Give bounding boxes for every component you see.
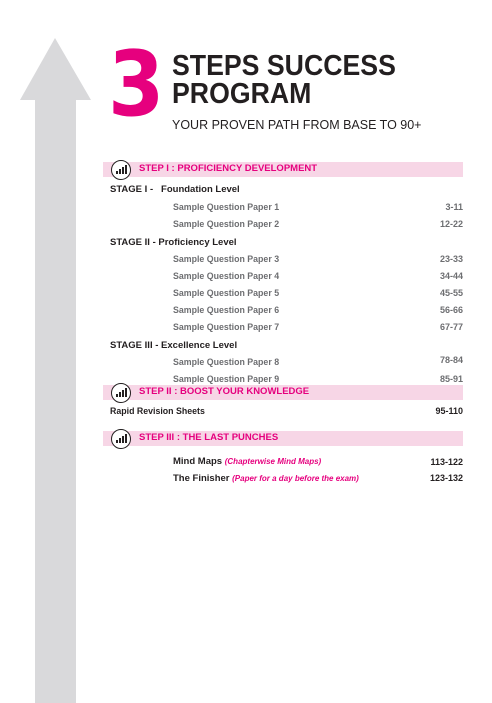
page-range: 12-22 bbox=[439, 219, 463, 229]
page-range: 23-33 bbox=[439, 254, 463, 264]
page-range: 67-77 bbox=[439, 322, 463, 332]
list-item: Sample Question Paper 4 bbox=[173, 271, 280, 281]
page-range: 123-132 bbox=[429, 473, 463, 483]
list-item: Sample Question Paper 8 bbox=[173, 357, 280, 367]
list-item: Sample Question Paper 5 bbox=[173, 288, 280, 298]
upward-arrow-graphic bbox=[0, 0, 110, 703]
list-item: Sample Question Paper 9 bbox=[173, 374, 280, 384]
page-range: 3-11 bbox=[445, 202, 463, 212]
page-range: 113-122 bbox=[430, 457, 463, 467]
signal-bars-icon bbox=[111, 383, 131, 403]
list-item: Sample Question Paper 3 bbox=[173, 254, 280, 264]
list-item: Sample Question Paper 6 bbox=[173, 305, 280, 315]
page-range: 45-55 bbox=[439, 288, 463, 298]
list-item: Sample Question Paper 2 bbox=[173, 219, 280, 229]
step-2-label: STEP II : BOOST YOUR KNOWLEDGE bbox=[139, 386, 310, 397]
page-title: STEPS SUCCESS PROGRAM bbox=[172, 50, 396, 110]
page-subtitle: YOUR PROVEN PATH FROM BASE TO 90+ bbox=[172, 118, 422, 132]
page-range: 34-44 bbox=[439, 271, 463, 281]
list-item: The Finisher (Paper for a day before the exam) bbox=[173, 473, 359, 484]
stage-3-heading: STAGE III - Excellence Level bbox=[110, 340, 238, 351]
step-3-label: STEP III : THE LAST PUNCHES bbox=[139, 432, 279, 443]
list-item: Mind Maps (Chapterwise Mind Maps) bbox=[173, 456, 322, 467]
big-number-3: 3 bbox=[108, 32, 162, 137]
list-item: Sample Question Paper 7 bbox=[173, 322, 280, 332]
step-1-label: STEP I : PROFICIENCY DEVELOPMENT bbox=[139, 163, 318, 174]
list-item: Rapid Revision Sheets bbox=[110, 406, 205, 416]
signal-bars-icon bbox=[111, 429, 131, 449]
page-range: 95-110 bbox=[435, 406, 463, 416]
list-item: Sample Question Paper 1 bbox=[173, 202, 280, 212]
stage-2-heading: STAGE II - Proficiency Level bbox=[110, 237, 237, 248]
signal-bars-icon bbox=[111, 160, 131, 180]
page-range: 56-66 bbox=[439, 305, 463, 315]
page-range: 78-84 bbox=[439, 355, 463, 365]
page-range: 85-91 bbox=[439, 374, 463, 384]
stage-1-heading: STAGE I - Foundation Level bbox=[110, 184, 240, 195]
